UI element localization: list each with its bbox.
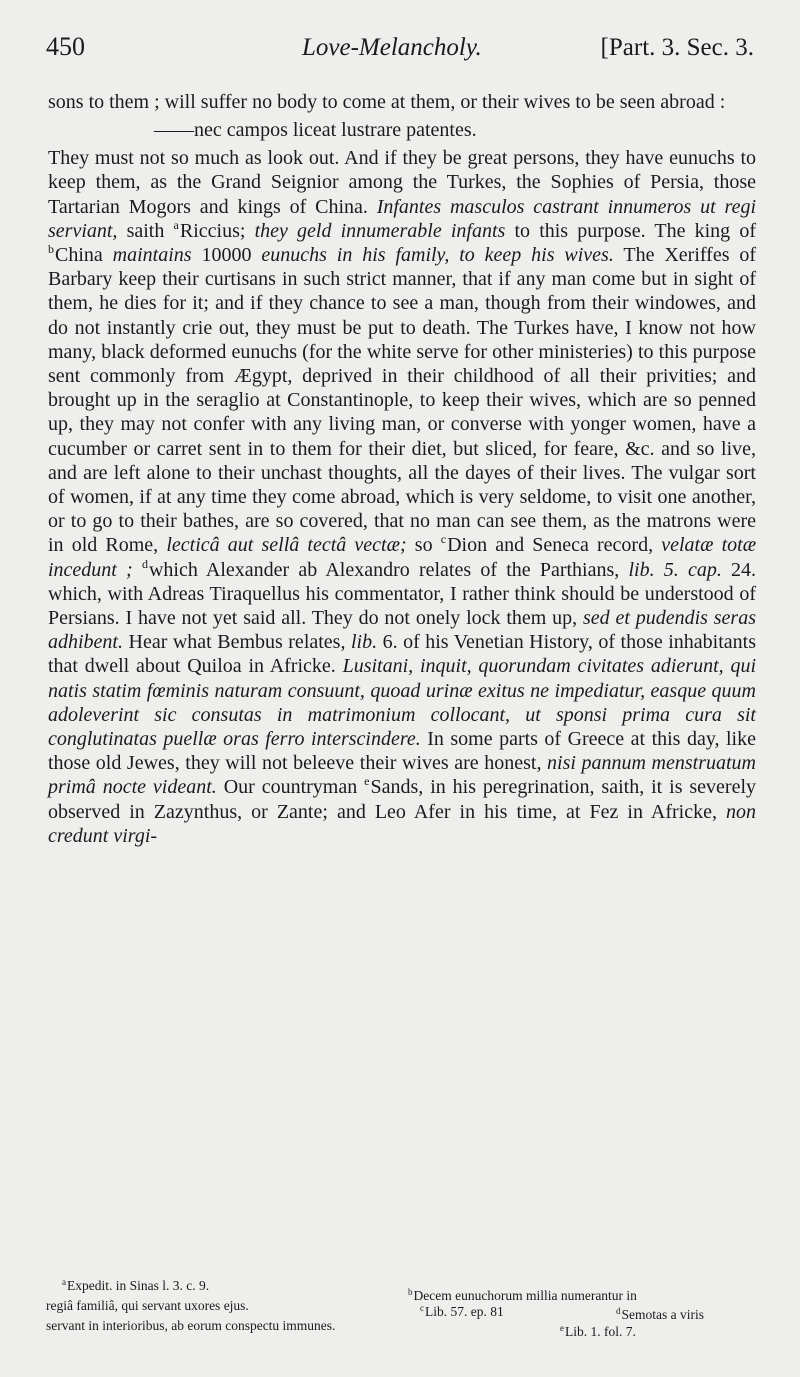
page-number: 450	[46, 32, 85, 61]
footnote-b-continued: regiâ familiâ, qui servant uxores ejus.	[46, 1298, 249, 1313]
footnote-marker: e	[364, 774, 370, 789]
italic-run: eunuchs in his family, to keep his wives.	[261, 244, 614, 267]
latin-quote: lecticâ aut sellâ tectâ vectæ;	[166, 534, 407, 557]
italic-run: they geld innumerable infants	[254, 219, 506, 242]
text-run: Our countryman	[223, 776, 358, 799]
text-run: so	[414, 534, 433, 557]
text-run: Dion and Seneca record,	[447, 534, 654, 557]
text-run: to this purpose. The king of	[514, 219, 756, 242]
footnote-marker: e	[560, 1323, 564, 1333]
citation: lib. 5. cap.	[628, 558, 722, 581]
footnote-marker: a	[173, 217, 179, 232]
text-run: Hear what Bembus relates,	[128, 631, 346, 654]
citation: lib.	[350, 631, 378, 654]
latin-quote: Infantes masculos castrant innumeros ut regi serviant,	[48, 195, 757, 242]
latin-quote: nisi pannum menstruatum primâ nocte videant.	[48, 752, 756, 799]
footnote-marker: b	[48, 242, 54, 257]
text-run: China	[55, 244, 103, 267]
footnote-d	[616, 1306, 704, 1323]
text-run: The Xeriffes of Barbary keep their curtisans in such strict manner, that if any man come but in sight of them, he dies for it; and if they chance to see a man, though from their windowes, and do not instantly crie out, they must be put to death. The Turkes have, I know not how many, black deformed eunuchs (for the white serve for other ministeries) to this purpose sent commonly from Ægypt, deprived in their childhood of all their privities; and brought up in the seraglio at Constantinople, to keep their wives, which are so penned up, they may not confer with any living man, or converse with yonger women, have a cucumber or carret sent in to them for their diet, but sliced, for feare, &c. and so live, and are left alone to their unchast thoughts, all the dayes of their lives. The vulgar sort of women, if at any time they come abroad, which is very seldome, to visit one another, or to go to their bathes, are so covered, that no man can see them, as the matrons were in old Rome,	[48, 244, 757, 557]
latin-quote: non credunt virgi-	[48, 800, 756, 847]
footnote-text: Lib. 1. fol. 7.	[565, 1324, 636, 1339]
footnote-marker: a	[62, 1277, 66, 1287]
text-run: 24. which, with Adreas Tiraquellus his commentator, I rather think should be understood of Persians. I have not yet said all. They do not onely lock them up,	[48, 558, 757, 630]
footnote-marker: b	[408, 1287, 413, 1297]
paragraph-opening: sons to them ; will suffer no body to come at them, or their wives to be seen abroad :	[48, 91, 726, 113]
text-run: In some parts of Greece at this day, like those old Jewes, they will not beleeve their wives are honest,	[48, 728, 756, 775]
text-run: saith	[126, 219, 165, 242]
verse-quotation: ——nec campos liceat lustrare patentes.	[154, 119, 477, 142]
footnote-marker: c	[440, 532, 447, 547]
text-run: Riccius;	[179, 219, 246, 242]
latin-quote: Lusitani, inquit, quorundam civitates adierunt, qui natis statim fœminis naturam consuunt, quoad urinæ exitus ne impediatur, easque quum adoleverint sic consutas in matrimonium collocant, ut sponsi prima cura sit conglutinatas puellæ oras ferro interscindere.	[48, 655, 757, 751]
footnote-b	[408, 1287, 637, 1304]
footnote-text: Expedit. in Sinas l. 3. c. 9.	[67, 1278, 210, 1293]
italic-run: maintains	[112, 244, 192, 267]
text-run: 10000	[201, 244, 252, 267]
paragraph-main	[48, 146, 756, 848]
footnote-marker: c	[420, 1303, 424, 1313]
footnote-c	[420, 1303, 504, 1320]
footnote-marker: d	[616, 1306, 621, 1316]
footnote-text: Decem eunuchorum millia numerantur in	[413, 1288, 637, 1303]
text-run: Sands, in his peregrination, saith, it is severely observed in Zazynthus, or Zante; and Leo Afer in his time, at Fez in Africke,	[48, 776, 757, 823]
footnote-d-continued: servant in interioribus, ab eorum conspectu immunes.	[46, 1318, 336, 1333]
body-text	[48, 90, 756, 848]
text-run: which Alexander ab Alexandro relates of the Parthians,	[148, 558, 620, 581]
footnote-text: Semotas a viris	[621, 1307, 704, 1322]
footnote-e	[560, 1323, 636, 1340]
running-title: Love-Melancholy.	[302, 34, 482, 61]
latin-quote: velatæ totæ incedunt ;	[48, 534, 757, 581]
footnote-a	[62, 1277, 209, 1294]
footnote-marker: d	[141, 556, 148, 571]
page-header	[46, 32, 754, 72]
footnote-text: Lib. 57. ep. 81	[425, 1304, 504, 1319]
latin-quote: sed et pudendis seras adhibent.	[48, 607, 756, 654]
text-run: They must not so much as look out. And if they be great persons, they have eunuchs to keep them, as the Grand Seignior among the Turkes, the Sophies of Persia, those Tartarian Mogors and kings of China.	[48, 147, 756, 218]
section-reference: [Part. 3. Sec. 3.	[600, 34, 754, 61]
text-run: 6. of his Venetian History, of those inhabitants that dwell about Quiloa in Africke.	[48, 631, 757, 678]
